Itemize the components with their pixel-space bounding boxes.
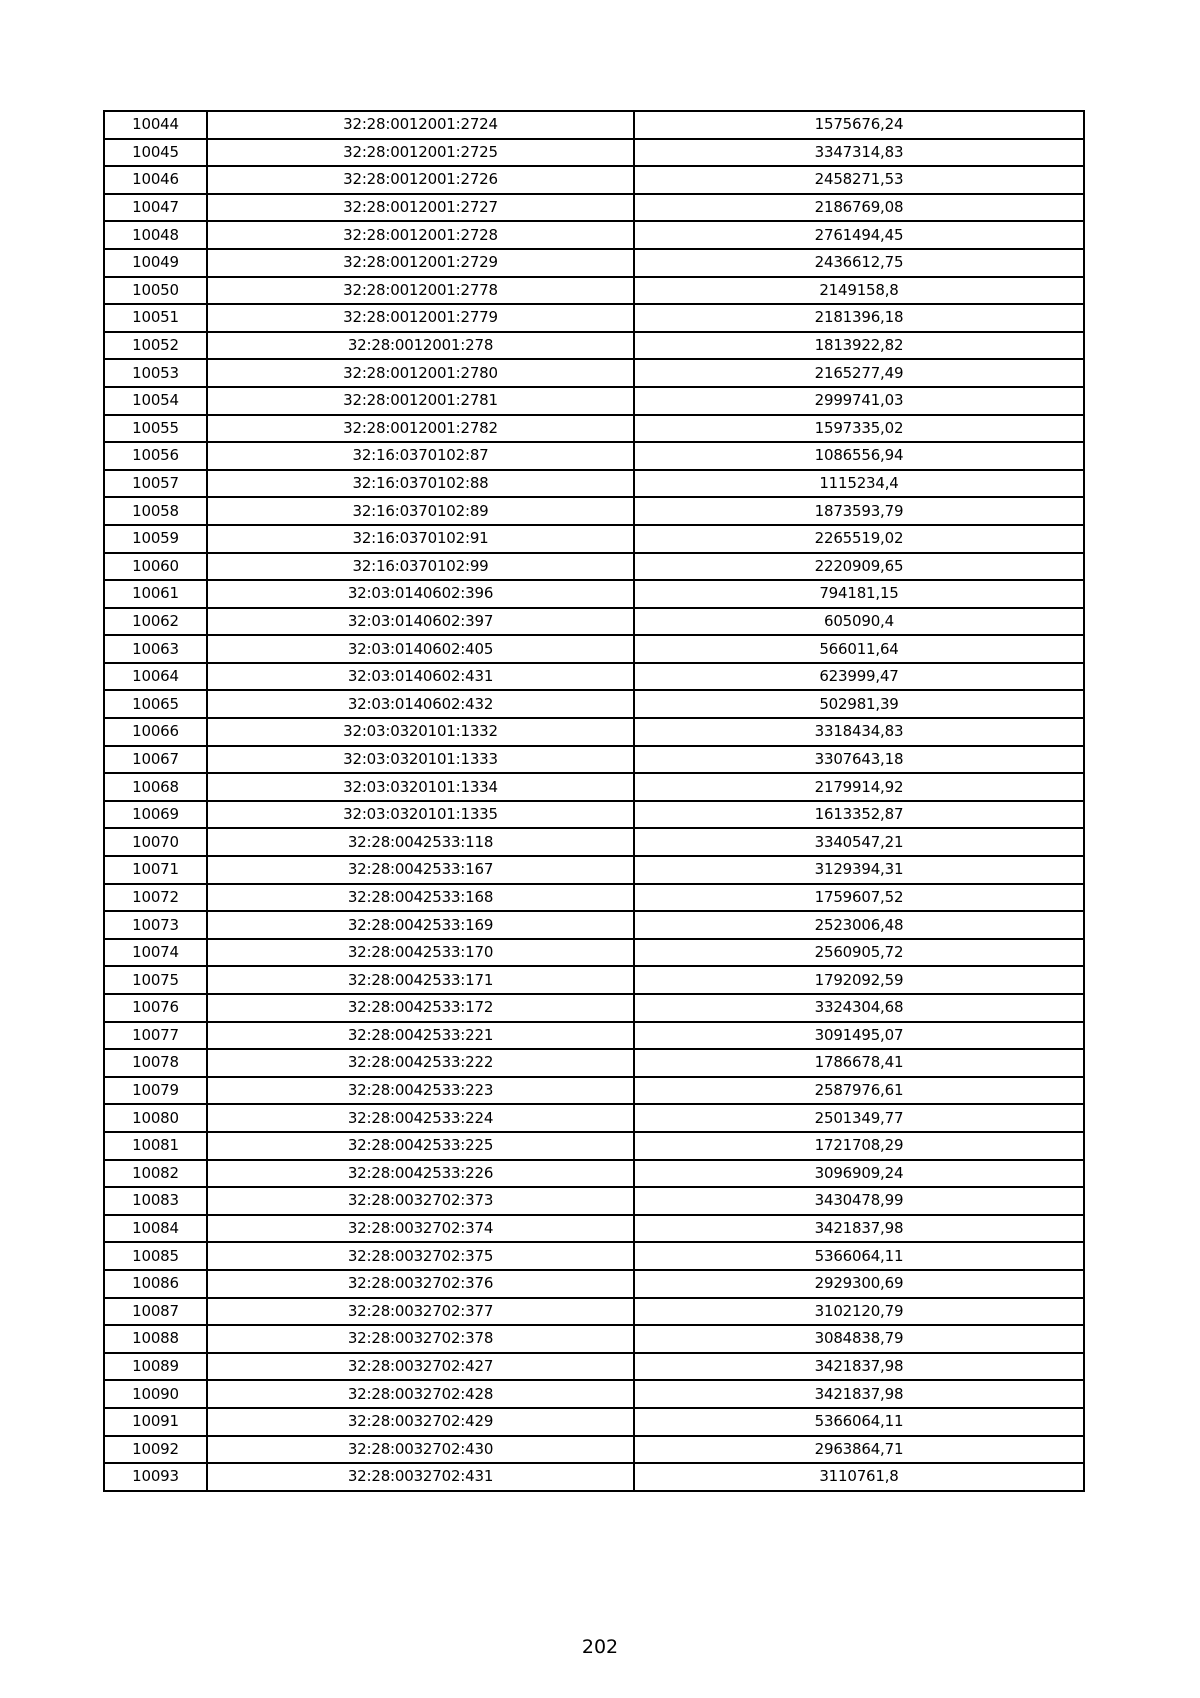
row-number-cell: 10049 xyxy=(104,249,207,277)
row-number-cell: 10048 xyxy=(104,221,207,249)
row-number-cell: 10072 xyxy=(104,884,207,912)
value-cell: 2179914,92 xyxy=(634,773,1084,801)
value-cell: 3421837,98 xyxy=(634,1353,1084,1381)
row-number-cell: 10069 xyxy=(104,801,207,829)
cadastral-number-cell: 32:03:0140602:396 xyxy=(207,580,634,608)
cadastral-number-cell: 32:28:0042533:224 xyxy=(207,1104,634,1132)
cadastral-number-cell: 32:28:0012001:2728 xyxy=(207,221,634,249)
value-cell: 1086556,94 xyxy=(634,442,1084,470)
value-cell: 5366064,11 xyxy=(634,1242,1084,1270)
row-number-cell: 10080 xyxy=(104,1104,207,1132)
table-row xyxy=(104,1242,1084,1270)
value-cell: 1759607,52 xyxy=(634,884,1084,912)
table-row xyxy=(104,1436,1084,1464)
value-cell: 502981,39 xyxy=(634,690,1084,718)
value-cell: 1613352,87 xyxy=(634,801,1084,829)
table-row xyxy=(104,856,1084,884)
cadastral-number-cell: 32:28:0042533:225 xyxy=(207,1132,634,1160)
cadastral-number-cell: 32:03:0320101:1335 xyxy=(207,801,634,829)
cadastral-number-cell: 32:28:0012001:2726 xyxy=(207,166,634,194)
row-number-cell: 10057 xyxy=(104,470,207,498)
cadastral-number-cell: 32:03:0320101:1332 xyxy=(207,718,634,746)
cadastral-number-cell: 32:28:0012001:2727 xyxy=(207,194,634,222)
row-number-cell: 10088 xyxy=(104,1325,207,1353)
row-number-cell: 10055 xyxy=(104,415,207,443)
row-number-cell: 10075 xyxy=(104,966,207,994)
value-cell: 2165277,49 xyxy=(634,359,1084,387)
cadastral-number-cell: 32:28:0042533:172 xyxy=(207,994,634,1022)
value-cell: 3102120,79 xyxy=(634,1298,1084,1326)
cadastral-number-cell: 32:16:0370102:87 xyxy=(207,442,634,470)
table-row xyxy=(104,1077,1084,1105)
value-cell: 2999741,03 xyxy=(634,387,1084,415)
cadastral-number-cell: 32:28:0012001:2781 xyxy=(207,387,634,415)
row-number-cell: 10086 xyxy=(104,1270,207,1298)
value-cell: 3430478,99 xyxy=(634,1187,1084,1215)
row-number-cell: 10058 xyxy=(104,497,207,525)
table-row xyxy=(104,221,1084,249)
value-cell: 1792092,59 xyxy=(634,966,1084,994)
row-number-cell: 10071 xyxy=(104,856,207,884)
cadastral-number-cell: 32:28:0042533:223 xyxy=(207,1077,634,1105)
value-cell: 3307643,18 xyxy=(634,746,1084,774)
cadastral-number-cell: 32:28:0032702:430 xyxy=(207,1436,634,1464)
value-cell: 1786678,41 xyxy=(634,1049,1084,1077)
table-row xyxy=(104,470,1084,498)
cadastral-number-cell: 32:28:0012001:2779 xyxy=(207,304,634,332)
row-number-cell: 10091 xyxy=(104,1408,207,1436)
cadastral-number-cell: 32:28:0042533:171 xyxy=(207,966,634,994)
row-number-cell: 10092 xyxy=(104,1436,207,1464)
value-cell: 2929300,69 xyxy=(634,1270,1084,1298)
value-cell: 3421837,98 xyxy=(634,1380,1084,1408)
table-row xyxy=(104,1049,1084,1077)
table-row xyxy=(104,277,1084,305)
table-row xyxy=(104,801,1084,829)
row-number-cell: 10060 xyxy=(104,553,207,581)
row-number-cell: 10053 xyxy=(104,359,207,387)
table-row xyxy=(104,387,1084,415)
value-cell: 2181396,18 xyxy=(634,304,1084,332)
table-row xyxy=(104,635,1084,663)
row-number-cell: 10078 xyxy=(104,1049,207,1077)
row-number-cell: 10084 xyxy=(104,1215,207,1243)
row-number-cell: 10093 xyxy=(104,1463,207,1491)
table-row xyxy=(104,1104,1084,1132)
value-cell: 623999,47 xyxy=(634,663,1084,691)
row-number-cell: 10087 xyxy=(104,1298,207,1326)
cadastral-number-cell: 32:28:0042533:168 xyxy=(207,884,634,912)
table-row xyxy=(104,194,1084,222)
row-number-cell: 10082 xyxy=(104,1160,207,1188)
value-cell: 3347314,83 xyxy=(634,139,1084,167)
row-number-cell: 10085 xyxy=(104,1242,207,1270)
cadastral-number-cell: 32:28:0042533:221 xyxy=(207,1022,634,1050)
row-number-cell: 10059 xyxy=(104,525,207,553)
row-number-cell: 10077 xyxy=(104,1022,207,1050)
cadastral-number-cell: 32:03:0320101:1333 xyxy=(207,746,634,774)
row-number-cell: 10074 xyxy=(104,939,207,967)
row-number-cell: 10050 xyxy=(104,277,207,305)
cadastral-number-cell: 32:28:0012001:2729 xyxy=(207,249,634,277)
row-number-cell: 10044 xyxy=(104,111,207,139)
cadastral-number-cell: 32:28:0012001:2780 xyxy=(207,359,634,387)
value-cell: 3110761,8 xyxy=(634,1463,1084,1491)
table-row xyxy=(104,966,1084,994)
row-number-cell: 10081 xyxy=(104,1132,207,1160)
cadastral-number-cell: 32:28:0012001:2725 xyxy=(207,139,634,167)
table-row xyxy=(104,911,1084,939)
row-number-cell: 10073 xyxy=(104,911,207,939)
value-cell: 2761494,45 xyxy=(634,221,1084,249)
value-cell: 1597335,02 xyxy=(634,415,1084,443)
table-row xyxy=(104,580,1084,608)
table-row xyxy=(104,1408,1084,1436)
table-row xyxy=(104,939,1084,967)
table-row xyxy=(104,1325,1084,1353)
table-row xyxy=(104,553,1084,581)
cadastral-number-cell: 32:16:0370102:89 xyxy=(207,497,634,525)
table-row xyxy=(104,1353,1084,1381)
value-cell: 1115234,4 xyxy=(634,470,1084,498)
table-row xyxy=(104,139,1084,167)
value-cell: 2436612,75 xyxy=(634,249,1084,277)
cadastral-number-cell: 32:28:0042533:118 xyxy=(207,828,634,856)
value-cell: 3324304,68 xyxy=(634,994,1084,1022)
value-cell: 2265519,02 xyxy=(634,525,1084,553)
value-cell: 3421837,98 xyxy=(634,1215,1084,1243)
table-row xyxy=(104,525,1084,553)
table-row xyxy=(104,608,1084,636)
table-row xyxy=(104,1022,1084,1050)
cadastral-number-cell: 32:28:0042533:222 xyxy=(207,1049,634,1077)
cadastral-number-cell: 32:03:0140602:431 xyxy=(207,663,634,691)
cadastral-number-cell: 32:28:0032702:428 xyxy=(207,1380,634,1408)
table-row xyxy=(104,166,1084,194)
row-number-cell: 10064 xyxy=(104,663,207,691)
row-number-cell: 10061 xyxy=(104,580,207,608)
table-row xyxy=(104,1132,1084,1160)
table-row xyxy=(104,1215,1084,1243)
row-number-cell: 10076 xyxy=(104,994,207,1022)
table-row xyxy=(104,332,1084,360)
cadastral-number-cell: 32:28:0032702:427 xyxy=(207,1353,634,1381)
value-cell: 3129394,31 xyxy=(634,856,1084,884)
row-number-cell: 10083 xyxy=(104,1187,207,1215)
value-cell: 1721708,29 xyxy=(634,1132,1084,1160)
cadastral-number-cell: 32:28:0032702:376 xyxy=(207,1270,634,1298)
row-number-cell: 10063 xyxy=(104,635,207,663)
value-cell: 3084838,79 xyxy=(634,1325,1084,1353)
row-number-cell: 10089 xyxy=(104,1353,207,1381)
cadastral-number-cell: 32:28:0042533:167 xyxy=(207,856,634,884)
table-row xyxy=(104,663,1084,691)
row-number-cell: 10046 xyxy=(104,166,207,194)
row-number-cell: 10062 xyxy=(104,608,207,636)
table-row xyxy=(104,884,1084,912)
value-cell: 3318434,83 xyxy=(634,718,1084,746)
row-number-cell: 10090 xyxy=(104,1380,207,1408)
cadastral-number-cell: 32:28:0032702:375 xyxy=(207,1242,634,1270)
cadastral-number-cell: 32:28:0012001:2724 xyxy=(207,111,634,139)
cadastral-number-cell: 32:28:0032702:374 xyxy=(207,1215,634,1243)
cadastral-number-cell: 32:28:0012001:278 xyxy=(207,332,634,360)
table-row xyxy=(104,304,1084,332)
table-row xyxy=(104,415,1084,443)
cadastral-number-cell: 32:16:0370102:91 xyxy=(207,525,634,553)
value-cell: 2186769,08 xyxy=(634,194,1084,222)
table-row xyxy=(104,1463,1084,1491)
table-row xyxy=(104,359,1084,387)
row-number-cell: 10065 xyxy=(104,690,207,718)
value-cell: 2458271,53 xyxy=(634,166,1084,194)
row-number-cell: 10070 xyxy=(104,828,207,856)
cadastral-number-cell: 32:28:0042533:169 xyxy=(207,911,634,939)
value-cell: 794181,15 xyxy=(634,580,1084,608)
cadastral-number-cell: 32:28:0032702:373 xyxy=(207,1187,634,1215)
value-cell: 566011,64 xyxy=(634,635,1084,663)
row-number-cell: 10052 xyxy=(104,332,207,360)
table-row xyxy=(104,249,1084,277)
value-cell: 3096909,24 xyxy=(634,1160,1084,1188)
page-number: 202 xyxy=(581,1636,619,1658)
cadastral-number-cell: 32:28:0032702:378 xyxy=(207,1325,634,1353)
table-row xyxy=(104,994,1084,1022)
value-cell: 5366064,11 xyxy=(634,1408,1084,1436)
table-row xyxy=(104,111,1084,139)
data-table xyxy=(103,110,1085,1492)
value-cell: 2963864,71 xyxy=(634,1436,1084,1464)
cadastral-number-cell: 32:16:0370102:99 xyxy=(207,553,634,581)
cadastral-number-cell: 32:16:0370102:88 xyxy=(207,470,634,498)
value-cell: 605090,4 xyxy=(634,608,1084,636)
row-number-cell: 10066 xyxy=(104,718,207,746)
table-row xyxy=(104,1298,1084,1326)
cadastral-number-cell: 32:28:0032702:429 xyxy=(207,1408,634,1436)
value-cell: 3091495,07 xyxy=(634,1022,1084,1050)
table-row xyxy=(104,497,1084,525)
table-row xyxy=(104,1380,1084,1408)
row-number-cell: 10067 xyxy=(104,746,207,774)
table-row xyxy=(104,690,1084,718)
row-number-cell: 10045 xyxy=(104,139,207,167)
table-row xyxy=(104,1160,1084,1188)
table-row xyxy=(104,746,1084,774)
row-number-cell: 10079 xyxy=(104,1077,207,1105)
table-row xyxy=(104,718,1084,746)
value-cell: 2501349,77 xyxy=(634,1104,1084,1132)
value-cell: 3340547,21 xyxy=(634,828,1084,856)
table-row xyxy=(104,828,1084,856)
cadastral-number-cell: 32:28:0032702:377 xyxy=(207,1298,634,1326)
row-number-cell: 10051 xyxy=(104,304,207,332)
row-number-cell: 10054 xyxy=(104,387,207,415)
cadastral-number-cell: 32:28:0042533:170 xyxy=(207,939,634,967)
value-cell: 2523006,48 xyxy=(634,911,1084,939)
table-row xyxy=(104,1270,1084,1298)
cadastral-number-cell: 32:28:0032702:431 xyxy=(207,1463,634,1491)
cadastral-number-cell: 32:28:0012001:2778 xyxy=(207,277,634,305)
row-number-cell: 10068 xyxy=(104,773,207,801)
table-row xyxy=(104,1187,1084,1215)
value-cell: 2587976,61 xyxy=(634,1077,1084,1105)
cadastral-number-cell: 32:28:0042533:226 xyxy=(207,1160,634,1188)
value-cell: 2149158,8 xyxy=(634,277,1084,305)
table-body xyxy=(104,111,1084,1491)
value-cell: 1873593,79 xyxy=(634,497,1084,525)
cadastral-number-cell: 32:03:0140602:405 xyxy=(207,635,634,663)
value-cell: 2560905,72 xyxy=(634,939,1084,967)
cadastral-number-cell: 32:03:0140602:397 xyxy=(207,608,634,636)
value-cell: 1813922,82 xyxy=(634,332,1084,360)
row-number-cell: 10056 xyxy=(104,442,207,470)
table-row xyxy=(104,773,1084,801)
cadastral-number-cell: 32:28:0012001:2782 xyxy=(207,415,634,443)
row-number-cell: 10047 xyxy=(104,194,207,222)
table-row xyxy=(104,442,1084,470)
cadastral-number-cell: 32:03:0140602:432 xyxy=(207,690,634,718)
value-cell: 2220909,65 xyxy=(634,553,1084,581)
cadastral-number-cell: 32:03:0320101:1334 xyxy=(207,773,634,801)
value-cell: 1575676,24 xyxy=(634,111,1084,139)
